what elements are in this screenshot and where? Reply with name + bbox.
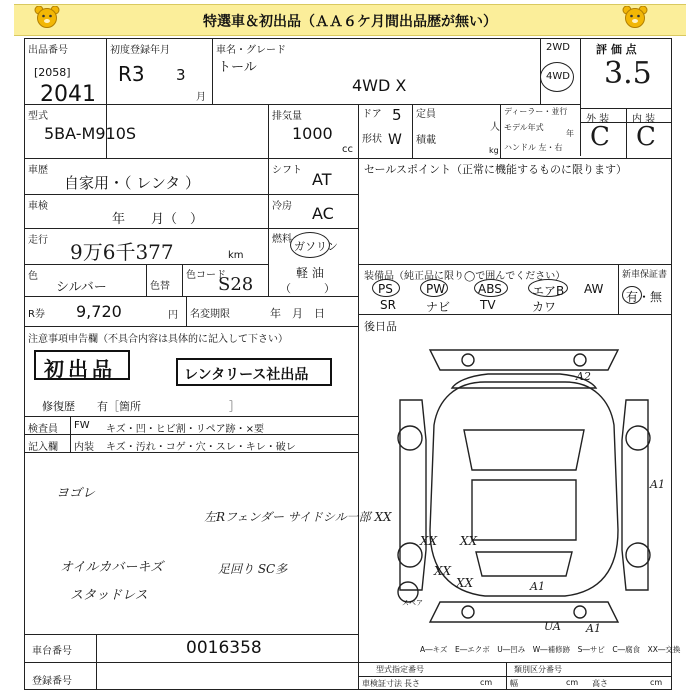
warranty-circle bbox=[622, 286, 642, 304]
bear-icon-left bbox=[34, 6, 60, 28]
aircon-label: 冷房 bbox=[272, 201, 292, 212]
model-label: 型式 bbox=[28, 111, 48, 122]
car-damage-diagram bbox=[360, 330, 670, 630]
inspector-line2: キズ・汚れ・コゲ・穴・スレ・キレ・破レ bbox=[106, 442, 296, 453]
fuel-value-2: 軽 油 bbox=[296, 266, 324, 280]
hand-note-1: ヨゴレ bbox=[56, 486, 96, 501]
hand-note-3: スタッドレス bbox=[70, 588, 148, 603]
hand-note-2: オイルカバーキズ bbox=[60, 560, 164, 575]
diagram-mark-rear-a1: A1 bbox=[586, 622, 601, 635]
diagram-mark-bottom-a1: A1 bbox=[530, 580, 545, 593]
equip-ps-circle bbox=[372, 279, 400, 297]
length-label: 長さ bbox=[404, 679, 420, 688]
diagram-mark-front: A2 bbox=[576, 370, 591, 383]
inspector-label: 検査員 bbox=[28, 424, 58, 435]
color-value: シルバー bbox=[56, 280, 107, 295]
recycle-unit: 円 bbox=[168, 310, 178, 321]
equip-navi: ナビ bbox=[426, 300, 451, 314]
inspection-label: 車検 bbox=[28, 201, 48, 212]
car-name: トール bbox=[218, 60, 257, 75]
category-number-label: 類別区分番号 bbox=[514, 665, 562, 674]
spare-label: スペア bbox=[402, 599, 423, 607]
interior-grade: C bbox=[636, 122, 656, 152]
capacity-label: 定員 bbox=[416, 109, 436, 120]
handle-label: ハンドル 左・右 bbox=[504, 143, 563, 152]
equip-tv: TV bbox=[480, 298, 496, 312]
fuel-paren: （ ） bbox=[280, 282, 335, 295]
equip-airbag: エアB bbox=[532, 284, 565, 298]
length-unit: cm bbox=[480, 678, 493, 687]
color-label: 色 bbox=[28, 271, 38, 282]
car-name-label: 車名・グレード bbox=[216, 45, 286, 56]
chassis-number: 0016358 bbox=[186, 638, 262, 658]
model-designation-label: 型式指定番号 bbox=[376, 665, 424, 674]
title-banner bbox=[14, 4, 686, 36]
score-value: 3.5 bbox=[604, 56, 652, 91]
equip-leather: カワ bbox=[532, 300, 557, 314]
displacement-value: 1000 bbox=[292, 124, 333, 143]
diagram-mark-xx-4: XX bbox=[456, 576, 474, 590]
displacement-label: 排気量 bbox=[272, 111, 302, 122]
month-unit: 月 bbox=[196, 92, 206, 103]
equipment-label: 装備品（純正品に限り◯で囲んでください） bbox=[364, 271, 566, 282]
exterior-grade: C bbox=[590, 122, 610, 152]
doors-value: 5 bbox=[392, 106, 402, 124]
page-title: 特選車＆初出品（ＡＡ６ケ月間出品歴が無い） bbox=[203, 14, 497, 30]
entry-label: 記入欄 bbox=[28, 442, 58, 453]
owner-change-value: 年 月 日 bbox=[270, 307, 325, 320]
inspector-interior: 内装 bbox=[74, 442, 94, 453]
model-code: 5BA-M910S bbox=[44, 124, 137, 143]
damage-legend: A―キズ E―エクボ U―凹み W―補修跡 S―サビ C―腐食 XX―交換 bbox=[420, 645, 681, 654]
inspector-line1: キズ・凹・ヒビ割・リペア跡・×要 bbox=[106, 424, 264, 435]
height-label: 高さ bbox=[592, 679, 608, 688]
model-year-label: モデル年式 bbox=[504, 123, 544, 132]
notes-label: 注意事項申告欄（不具合内容は具体的に記入して下さい） bbox=[28, 334, 288, 345]
chassis-label: 車台番号 bbox=[32, 646, 72, 657]
doors-label: ドア bbox=[362, 109, 382, 120]
load-unit: kg bbox=[489, 146, 499, 155]
diagram-mark-rear: UA bbox=[544, 620, 561, 633]
width-unit: cm bbox=[566, 678, 579, 687]
lot-number-label: 出品番号 bbox=[28, 45, 68, 56]
width-label: 幅 bbox=[510, 679, 518, 688]
lot-number: 2041 bbox=[40, 82, 96, 107]
equip-aw: AW bbox=[584, 282, 604, 296]
sales-point-label: セールスポイント（正常に機能するものに限ります） bbox=[364, 163, 628, 176]
equip-pw-circle bbox=[420, 279, 448, 297]
equip-pw: PW bbox=[426, 282, 446, 296]
car-category-label: 車歴 bbox=[28, 165, 48, 176]
hand-note-5: 足回り SC多 bbox=[218, 562, 288, 576]
warranty-label: 新車保証書 bbox=[622, 270, 668, 280]
diagram-mark-xx-1: XX bbox=[420, 534, 438, 548]
first-registration-month: 3 bbox=[176, 66, 186, 84]
mileage-value: 9万6千377 bbox=[70, 240, 174, 264]
lot-sub-number: [2058] bbox=[34, 66, 71, 79]
shift-label: シフト bbox=[272, 165, 302, 176]
exterior-label: 外 装 bbox=[586, 114, 610, 125]
equip-airbag-circle bbox=[528, 279, 568, 297]
warranty-value: 有・無 bbox=[626, 290, 663, 304]
shift-value: AT bbox=[312, 170, 332, 189]
inspector-fw: FW bbox=[74, 420, 90, 431]
color-code-label: 色コード bbox=[186, 270, 226, 281]
inspection-value: 年 月（ ） bbox=[112, 212, 204, 227]
first-registration-label: 初度登録年月 bbox=[110, 45, 170, 56]
recycle-label: R券 bbox=[28, 309, 45, 320]
first-registration-year: R3 bbox=[118, 62, 145, 86]
aircon-value: AC bbox=[312, 204, 334, 223]
model-year-unit: 年 bbox=[566, 129, 574, 138]
mileage-unit: km bbox=[228, 250, 244, 261]
dealer-label: ディーラー・並行 bbox=[504, 107, 568, 116]
interior-label: 内 装 bbox=[632, 114, 656, 125]
car-grade: 4WD X bbox=[352, 76, 407, 95]
rear-seat-label: 後日品 bbox=[364, 320, 397, 333]
diagram-mark-xx-2: XX bbox=[460, 534, 478, 548]
equip-abs: ABS bbox=[478, 282, 502, 296]
equip-ps: PS bbox=[378, 282, 393, 296]
diagram-mark-xx-3: XX bbox=[434, 564, 452, 578]
fuel-label: 燃料 bbox=[272, 234, 292, 245]
score-label: 評 価 点 bbox=[596, 43, 637, 56]
rental-listing-stamp: レンタリース社出品 bbox=[176, 358, 332, 386]
hand-note-4: 左Rフェンダー サイドシル一部 XX bbox=[204, 510, 392, 524]
dims-label: 車検証寸法 bbox=[362, 679, 402, 688]
owner-change-label: 名変期限 bbox=[190, 309, 230, 320]
shape-value: W bbox=[388, 132, 402, 148]
registration-label: 登録番号 bbox=[32, 676, 72, 687]
height-unit: cm bbox=[650, 678, 663, 687]
recycle-value: 9,720 bbox=[76, 302, 122, 321]
drive-4wd: 4WD bbox=[546, 71, 570, 82]
displacement-unit: cc bbox=[342, 144, 353, 155]
color-code: S28 bbox=[218, 274, 254, 295]
first-listing-stamp: 初出品 bbox=[34, 350, 130, 380]
repair-history: 修復歴 有［箇所 ］ bbox=[42, 400, 240, 413]
color-swap-label: 色替 bbox=[150, 281, 170, 292]
load-label: 積載 bbox=[416, 135, 436, 146]
diagram-mark-right-a1: A1 bbox=[650, 478, 665, 491]
equip-sr: SR bbox=[380, 298, 396, 312]
shape-label: 形状 bbox=[362, 134, 382, 145]
bear-icon-right bbox=[622, 6, 648, 28]
car-category-value: 自家用・（ レンタ ） bbox=[64, 174, 201, 192]
fuel-value: ガソリン bbox=[294, 240, 338, 253]
drive-2wd: 2WD bbox=[546, 42, 570, 53]
capacity-unit: 人 bbox=[490, 122, 500, 133]
mileage-label: 走行 bbox=[28, 235, 48, 246]
equip-abs-circle bbox=[474, 279, 508, 297]
